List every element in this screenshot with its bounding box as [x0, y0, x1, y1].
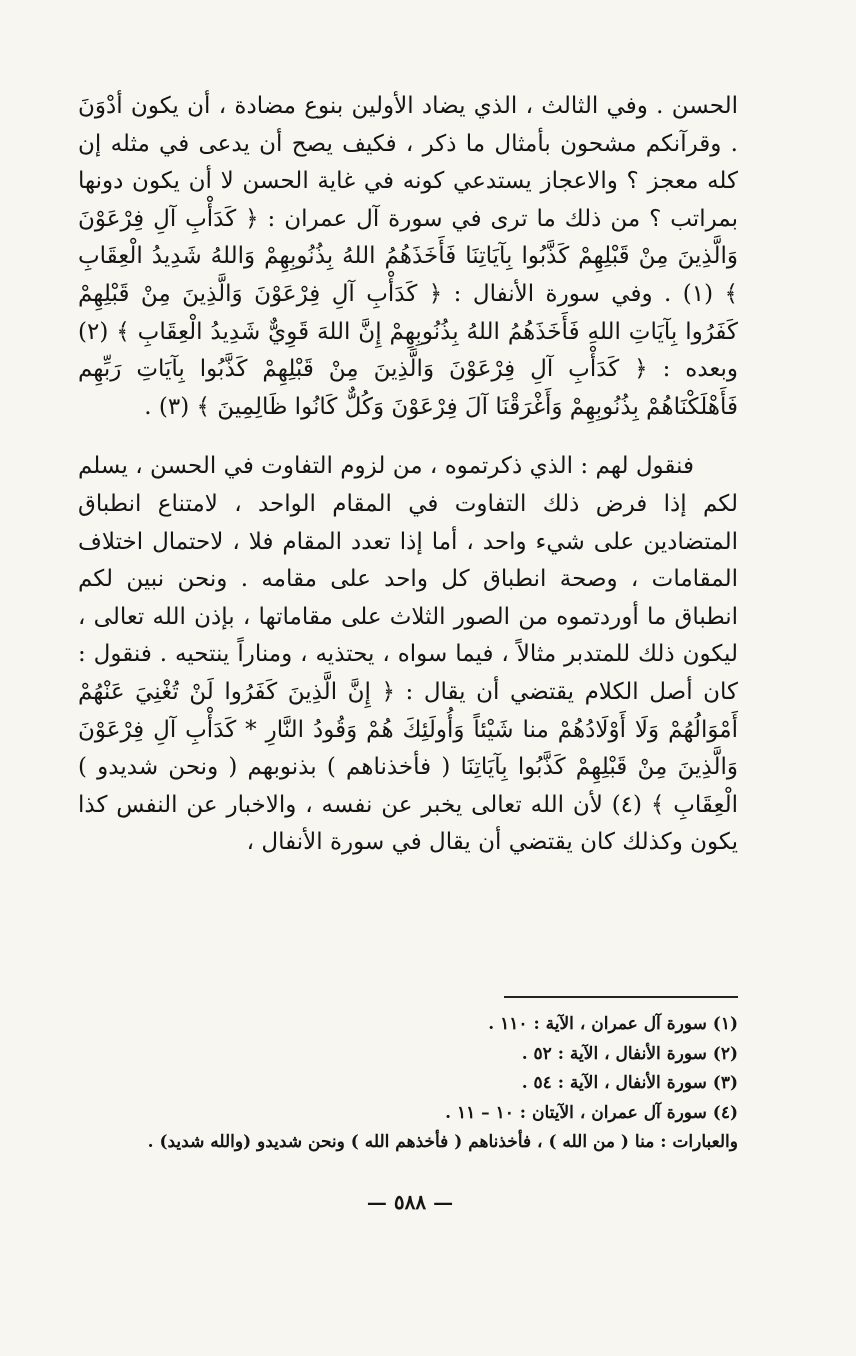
paragraph-1: الحسن . وفي الثالث ، الذي يضاد الأولين بنوع مضادة ، أن يكون أدْوَنَ . وقرآنكم مشحون بأمثال ما ذكر ، فكيف يصح أن يدعى في مثله إن كله معجز ؟ والاعجاز يستدعي كونه في غاية الحسن لا أن يكون دونها بمراتب ؟ من ذلك ما ترى في سورة آل عمران : ﴿ كَدَأْبِ آلِ فِرْعَوْنَ وَالَّذِينَ مِنْ قَبْلِهِمْ كَذَّبُوا بِآيَاتِنَا فَأَخَذَهُمُ اللهُ بِذُنُوبِهِمْ وَاللهُ شَدِيدُ الْعِقَابِ ﴾ (١) . وفي سورة الأنفال : ﴿ كَدَأْبِ آلِ فِرْعَوْنَ وَالَّذِينَ مِنْ قَبْلِهِمْ كَفَرُوا بِآيَاتِ اللهِ فَأَخَذَهُمُ اللهُ بِذُنُوبِهِمْ إِنَّ اللهَ قَوِيٌّ شَدِيدُ الْعِقَابِ ﴾ (٢) وبعده : ﴿ كَدَأْبِ آلِ فِرْعَوْنَ وَالَّذِينَ مِنْ قَبْلِهِمْ كَذَّبُوا بِآيَاتِ رَبِّهِم فَأَهْلَكْنَاهُمْ بِذُنُوبِهِمْ وَأَغْرَقْنَا آلَ فِرْعَوْنَ وَكُلٌّ كَانُوا ظَالِمِينَ ﴾ (٣) . [78, 93, 739, 420]
page-number: — ٥٨٨ — [366, 1190, 454, 1214]
main-text [78, 88, 738, 862]
footnote-2: (٢) سورة الأنفال ، الآية : ٥٢ . [521, 1043, 738, 1064]
footnote-1: (١) سورة آل عمران ، الآية : ١١٠ . [488, 1014, 738, 1034]
footnote-3: (٣) سورة الأنفال ، الآية : ٥٤ . [521, 1073, 738, 1093]
footnote-divider [504, 996, 738, 998]
footnote-4: (٤) سورة آل عمران ، الآيتان : ١٠ – ١١ . [445, 1102, 738, 1123]
footnote-note: والعبارات : منا ( من الله ) ، فأخذناهم ( فأخذهم الله ) ونحن شديدو (والله شديد) . [147, 1132, 738, 1152]
paragraph-2: فنقول لهم : الذي ذكرتموه ، من لزوم التفاوت في الحسن ، يسلم لكم إذا فرض ذلك التفاوت في المقام الواحد ، لامتناع انطباق المتضادين على شيء واحد ، أما إذا تعدد المقام فلا ، لاحتمال اختلاف المقامات ، وصحة انطباق كل واحد على مقامه . ونحن نبين لكم انطباق ما أوردتموه من الصور الثلاث على مقاماتها ، بإذن الله تعالى ، ليكون ذلك للمتدبر مثالاً ، فيما سواه ، يحتذيه ، ومناراً ينتحيه . فنقول : كان أصل الكلام يقتضي أن يقال : ﴿ إِنَّ الَّذِينَ كَفَرُوا لَنْ تُغْنِيَ عَنْهُمْ أَمْوَالُهُمْ وَلَا أَوْلَادُهُمْ منا شَيْئاً وَأُولَئِكَ هُمْ وَقُودُ النَّارِ * كَدَأْبِ آلِ فِرْعَوْنَ وَالَّذِينَ مِنْ قَبْلِهِمْ كَذَّبُوا بِآيَاتِنَا ( فأخذناهم ) بذنوبهم ( ونحن شديدو ) الْعِقَابِ ﴾ (٤) لأن الله تعالى يخبر عن نفسه ، والاخبار عن النفس كذا يكون وكذلك كان يقتضي أن يقال في سورة الأنفال ، [78, 453, 738, 856]
footnotes [78, 1010, 738, 1158]
